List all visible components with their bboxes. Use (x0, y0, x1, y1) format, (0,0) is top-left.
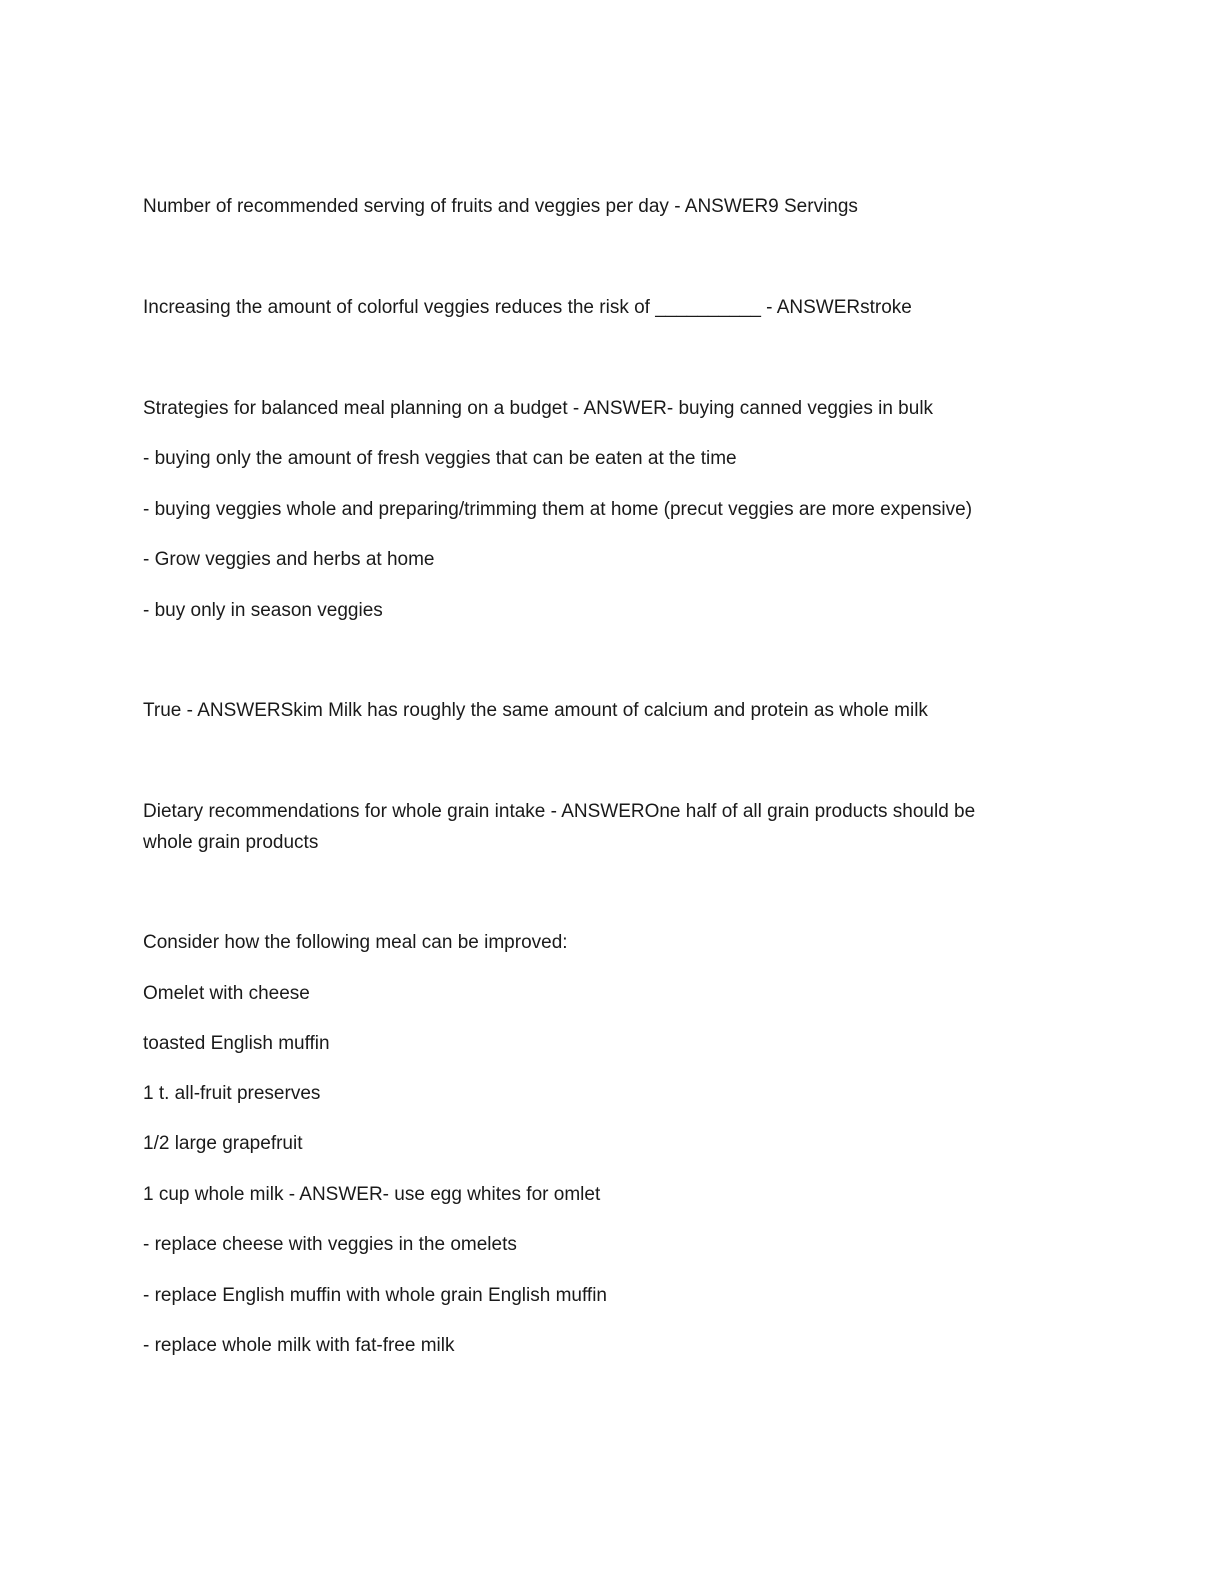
list-item: - buying veggies whole and preparing/trimming them at home (precut veggies are more expensive) (143, 499, 973, 520)
list-item: - replace English muffin with whole grain English muffin (143, 1285, 607, 1306)
question-fruits-veggies-servings: Number of recommended serving of fruits and veggies per day - ANSWER9 Servings (143, 196, 858, 217)
question-budget-meal-planning: Strategies for balanced meal planning on a budget - ANSWER- buying canned veggies in bulk (143, 398, 934, 419)
meal-item: 1 cup whole milk - ANSWER- use egg whites for omlet (143, 1184, 601, 1205)
meal-item: 1/2 large grapefruit (143, 1133, 303, 1154)
question-skim-milk: True - ANSWERSkim Milk has roughly the same amount of calcium and protein as whole milk (143, 700, 928, 721)
list-item: - replace whole milk with fat-free milk (143, 1335, 455, 1356)
meal-item: toasted English muffin (143, 1033, 330, 1054)
list-item: - buy only in season veggies (143, 600, 383, 621)
question-whole-grain-intake: Dietary recommendations for whole grain intake - ANSWEROne half of all grain products should be whole grain products (143, 801, 976, 853)
question-meal-improvement: Consider how the following meal can be improved: (143, 932, 568, 953)
list-item: - buying only the amount of fresh veggies that can be eaten at the time (143, 448, 737, 469)
question-colorful-veggies-risk: Increasing the amount of colorful veggies reduces the risk of __________ - ANSWERstroke (143, 297, 912, 318)
meal-item: 1 t. all-fruit preserves (143, 1083, 321, 1104)
list-item: - replace cheese with veggies in the omelets (143, 1234, 517, 1255)
list-item: - Grow veggies and herbs at home (143, 549, 435, 570)
meal-item: Omelet with cheese (143, 983, 310, 1004)
